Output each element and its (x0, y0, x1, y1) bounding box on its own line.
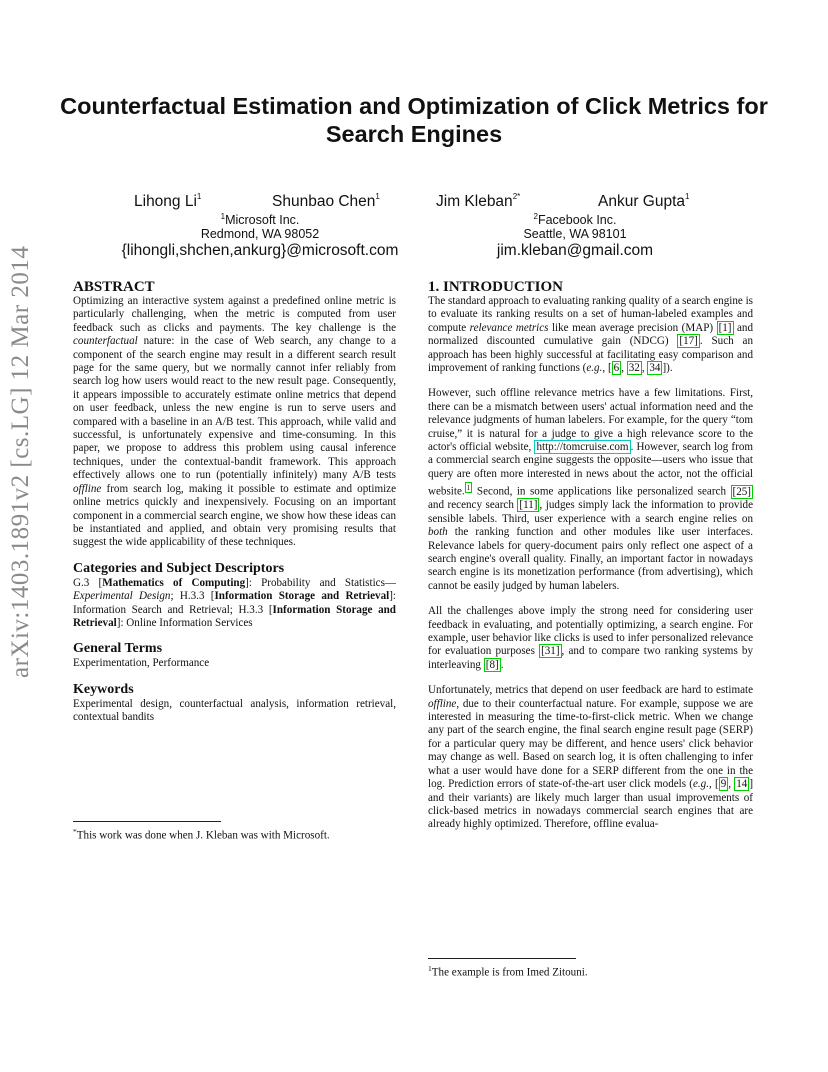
author-ankur: Ankur Gupta$^1$ (598, 192, 690, 210)
intro-paragraph-4: Unfortunately, metrics that depend on user feedback are hard to estimate offline, due to their counterfactual nature. For example, suppose we are interested in measuring the time-to-first-click metric. When we change any part of the search engine, the final search engine result page (SERP) for a particular query may be different, and hence users' click behavior may change as well. Based on search log, it is often challenging to infer what a user would have done for a SERP different from the one in the log. Prediction errors of state-of-the-art user click models (e.g., [ 9 , 14 ] and their variants) are likely much larger than usual improvements of click-based metrics in nowadays commercial search engines that are already highly optimized. Therefore, offline evalua- (428, 684, 754, 831)
footnote-rule-left (73, 821, 221, 822)
abstract-text: Optimizing an interactive system against a predefined online metric is particularly challenging, when the metric is computed from user feedback such as clicks and payments. The key challenge is the counterfactual nature: in the case of Web search, any change to a component of the search engine may result in a different search result page for the same query, but we normally cannot infer reliably from search log how users would react to the new result page. Consequently, it appears impossible to accurately estimate online metrics that depend on user feedback, unless the new engine is run to serve users and compared with a baseline in an A/B test. This approach, while valid and successful, is unfortunately expensive and time-consuming. In this paper, we propose to address this problem using causal inference techniques, under the contextual-bandit framework. This approach effectively allows one to run (potentially infinitely) many A/B tests offline from search log, making it possible to estimate and optimize online metrics quickly and inexpensively. Focusing on an important component in a commercial search engine, we show how these ideas can be instantiated and applied, and obtain very promising results that suggest the wide applicability of these techniques. (73, 295, 396, 549)
affiliation-facebook: $^2$Facebook Inc. Seattle, WA 98101 jim.kleban@gmail.com (425, 210, 725, 261)
author-jim: Jim Kleban$^{2*}$ (436, 192, 521, 210)
general-terms-text: Experimentation, Performance (73, 657, 210, 670)
citation-link[interactable]: 14 (736, 778, 748, 791)
footnote-rule-right (428, 958, 576, 959)
categories-heading: Categories and Subject Descriptors (73, 560, 285, 576)
citation-link[interactable]: 6 (613, 362, 620, 375)
intro-paragraph-1: The standard approach to evaluating ranking quality of a search engine is to evaluate its ranking results on a set of human-labeled examples and compute relevance metrics like mean average precision (MAP) [1] and normalized discounted cumulative gain (NDCG) [17] . Such an approach has been highly successful at facilitating easy comparison and improvement of ranking functions (e.g., [ 6 , 32 , 34 ]). (428, 295, 753, 375)
footnote-right: $^1$The example is from Imed Zitouni. (428, 964, 588, 979)
general-terms-heading: General Terms (73, 641, 163, 657)
right-column (428, 279, 753, 832)
email-facebook: jim.kleban@gmail.com (496, 242, 654, 260)
affiliation-microsoft: $^1$Microsoft Inc. Redmond, WA 98052 {lihongli,shchen,ankurg}@microsoft.com (100, 210, 420, 261)
citation-link[interactable]: [31] (541, 645, 560, 658)
author-shunbao: Shunbao Chen$^1$ (272, 192, 380, 210)
footnote-left: *This work was done when J. Kleban was with Microsoft. (73, 827, 330, 842)
left-column (73, 279, 396, 725)
intro-paragraph-3: All the challenges above imply the strong need for considering user feedback in evaluating, and potentially optimizing, a search engine. For example, user behavior like clicks is used to infer personalized relevance for evaluation purposes [31] , and to compare two ranking systems by interleaving [8] . (428, 605, 754, 671)
paper-title: Counterfactual Estimation and Optimization of Click Metrics for Search Engines (60, 93, 768, 147)
citation-link[interactable]: [1] (718, 321, 732, 334)
citation-link[interactable]: [25] (732, 485, 751, 498)
citation-link[interactable]: [11] (519, 499, 538, 512)
footnote-link[interactable]: 1 (466, 483, 471, 493)
introduction-heading: 1. INTRODUCTION (428, 279, 564, 295)
email-microsoft: {lihongli,shchen,ankurg}@microsoft.com (121, 242, 399, 260)
intro-paragraph-2: However, such offline relevance metrics have a few limitations. First, there can be a mismatch between users' actual information need and the relevance judgments of human labelers. For example, for the query “tom cruise,” it is natural for a judge to give a high relevance score to the actor's official website, http://tomcruise.com . However, search log from a commercial search engine suggests the opposite—users who issue that query are often more interested in news about the actor, not the official website. $^1$ Second, in some applications like personalized search [25] and recency search [11] , judges simply lack the information to provide sensible labels. Third, user experience with a search engine relies on both the ranking function and other modules like user interfaces. Relevance labels for query-document pairs only reflect one aspect of a search engine's overall quality. Finally, an important factor in nowadays search engine is its monetization performance (from advertising), which cannot be easily judged by human labelers. (428, 387, 754, 592)
citation-link[interactable]: 34 (649, 362, 661, 375)
keywords-text: Experimental design, counterfactual analysis, information retrieval, contextual bandits (73, 697, 396, 724)
keywords-heading: Keywords (73, 681, 134, 697)
abstract-heading: ABSTRACT (73, 279, 155, 295)
author-lihong: Lihong Li$^1$ (134, 192, 202, 210)
citation-link[interactable]: [17] (679, 335, 698, 348)
citation-link[interactable]: 9 (720, 778, 727, 791)
citation-link[interactable]: [8] (485, 658, 499, 671)
tomcruise-url-link[interactable]: http://tomcruise.com (536, 441, 629, 454)
categories-text: G.3 [Mathematics of Computing]: Probability and Statistics—Experimental Design; H.3.3 [Information Storage and Retrieval]: Information Search and Retrieval; H.3.3 [Information Storage and Retrieval]: Online Information Services (73, 576, 397, 629)
arxiv-stamp: arXiv:1403.1891v2 [cs.LG] 12 Mar 2014 (7, 245, 34, 678)
citation-link[interactable]: 32 (628, 362, 640, 375)
